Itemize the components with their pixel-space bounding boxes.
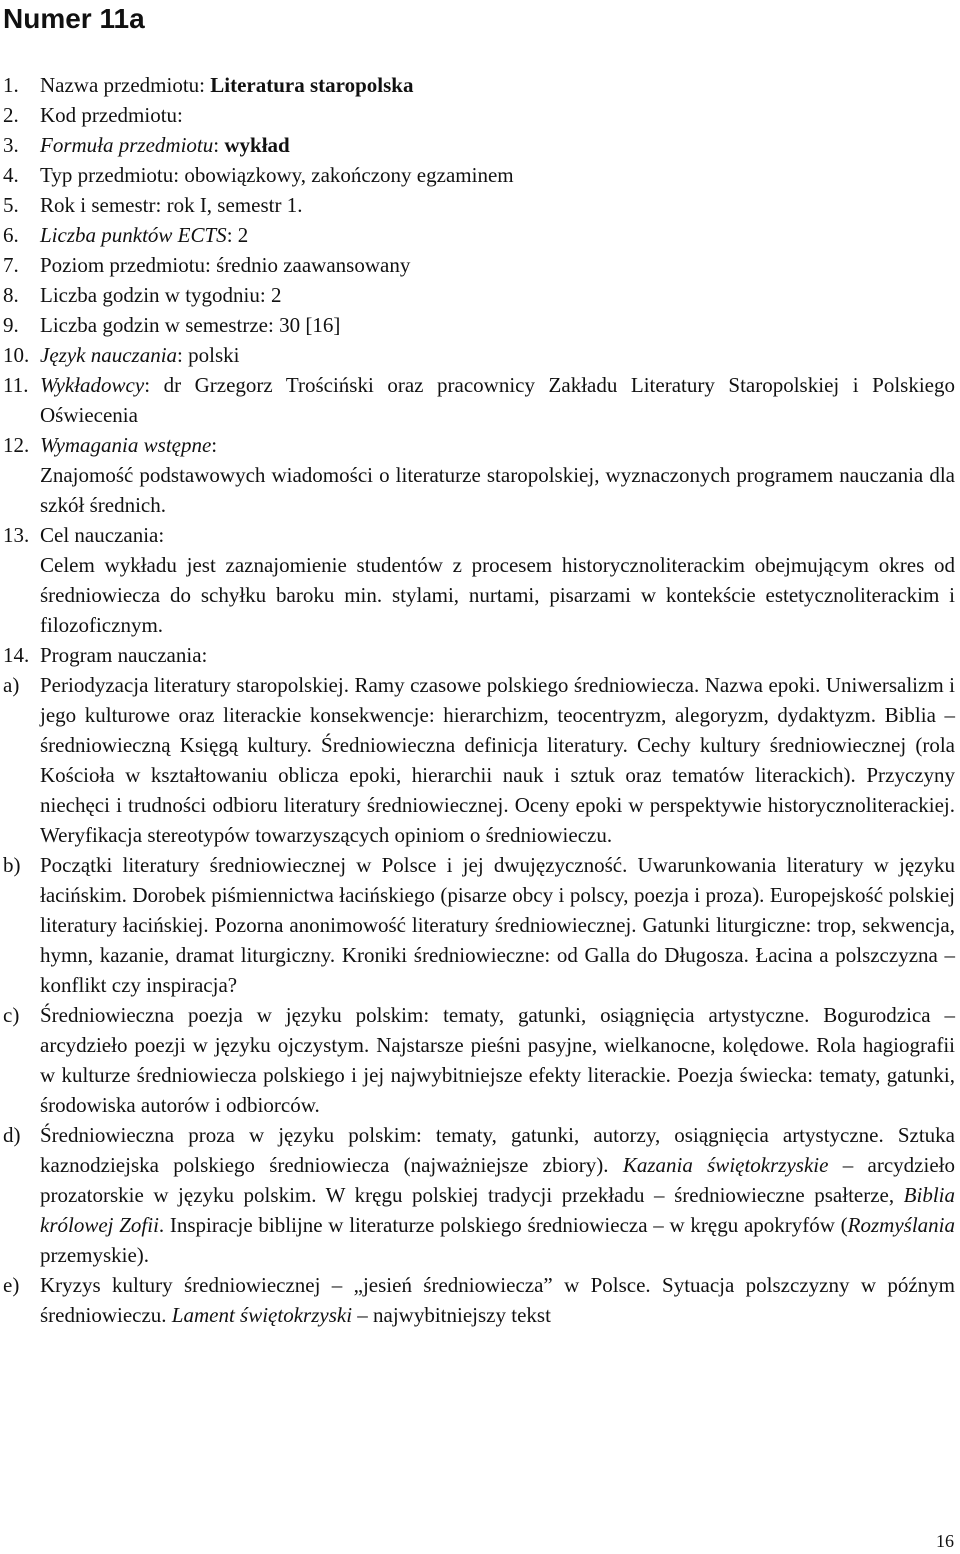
list-item bbox=[0, 130, 960, 160]
list-item bbox=[0, 190, 960, 220]
program-item bbox=[0, 850, 960, 1000]
item-text bbox=[40, 370, 955, 430]
text-run: Poziom przedmiotu: średnio zaawansowany bbox=[40, 253, 411, 277]
item-number: 13. bbox=[3, 523, 30, 547]
program-item bbox=[0, 1120, 960, 1270]
item-number: 10. bbox=[3, 343, 30, 367]
item-number: 12. bbox=[3, 433, 30, 457]
text-run: – arcydzieło prozatorskie w języku polskim. W kręgu polskiej tradycji przekładu – średniowieczne psałterze, bbox=[40, 1153, 955, 1207]
text-run: Formuła przedmiotu bbox=[40, 133, 214, 157]
item-number: 1. bbox=[3, 73, 19, 97]
text-run: Liczba godzin w tygodniu: 2 bbox=[40, 283, 282, 307]
list-item bbox=[0, 250, 960, 280]
list-item bbox=[0, 640, 960, 670]
item-body: Celem wykładu jest zaznajomienie studentów z procesem historycznoliterackim obejmującym okres od średniowiecza do schyłku baroku min. stylami, nurtami, pisarzami w kontekście estetycznoliterackim i filozoficznym. bbox=[40, 553, 955, 637]
text-run: Kazania świętokrzyskie bbox=[622, 1153, 829, 1177]
text-run: Wykładowcy bbox=[40, 373, 145, 397]
text-run: : dr Grzegorz Trościński oraz pracownicy Zakładu Literatury Staropolskiej i Polskiego Oświecenia bbox=[40, 373, 955, 427]
text-run: Wymagania wstępne bbox=[40, 433, 212, 457]
program-item-letter: b) bbox=[3, 853, 21, 877]
item-text bbox=[40, 250, 955, 280]
text-run: Średniowieczna proza w języku polskim: tematy, gatunki, autorzy, osiągnięcia artystyczne. Sztuka kaznodziejska polskiego średniowiecza (najważniejsze zbiory). bbox=[40, 1123, 955, 1177]
item-text bbox=[40, 220, 955, 250]
text-run: Periodyzacja literatury staropolskiej. Ramy czasowe polskiego średniowiecza. Nazwa epoki. Uniwersalizm i jego kulturowe oraz literackie konsekwencje: hierarchizm, teocentryzm, alegoryzm, dydaktyzm. Biblia – średniowieczną Księgą kultury. Średniowieczna definicja literatury. Cechy kultury średniowiecznej (rola Kościoła w kształtowaniu oblicza epoki, hierarchii nauk i sztuk oraz tematów literackich). Przyczyny niechęci i trudności odbioru literatury średniowiecznej. Oceny epoki w perspektywie historycznoliterackiej. Weryfikacja stereotypów towarzyszących opiniom o średniowieczu. bbox=[40, 673, 955, 847]
list-item bbox=[0, 160, 960, 190]
text-run: Początki literatury średniowiecznej w Polsce i jej dwujęzyczność. Uwarunkowania literatury w języku łacińskim. Dorobek piśmiennictwa łacińskiego (pisarze obcy i polscy, poezja i proza). Europejskość polskiej literatury łacińskiej. Pozorna anonimowość literatury średniowiecznej. Gatunki liturgiczne: trop, sekwencja, hymn, kazanie, dramat liturgiczny. Kroniki średniowieczne: od Galla do Długosza. Łacina a polszczyzna – konflikt czy inspiracja? bbox=[40, 853, 955, 997]
list-item bbox=[0, 70, 960, 100]
list-item bbox=[0, 100, 960, 130]
course-info-list bbox=[0, 70, 960, 1330]
program-item-letter: a) bbox=[3, 673, 20, 697]
item-text bbox=[40, 190, 955, 220]
text-run: Kod przedmiotu: bbox=[40, 103, 183, 127]
text-run: : bbox=[213, 133, 225, 157]
text-run: : 2 bbox=[226, 223, 249, 247]
text-run: – najwybitniejszy tekst bbox=[352, 1303, 551, 1327]
program-item-letter: e) bbox=[3, 1273, 20, 1297]
item-text bbox=[40, 640, 955, 670]
item-text bbox=[40, 430, 955, 460]
item-number: 14. bbox=[3, 643, 30, 667]
text-run: Lament świętokrzyski bbox=[171, 1303, 353, 1327]
program-item-letter: c) bbox=[3, 1003, 20, 1027]
item-text bbox=[40, 340, 955, 370]
text-run: Cel nauczania: bbox=[40, 523, 165, 547]
program-item bbox=[0, 670, 960, 850]
item-number: 6. bbox=[3, 223, 19, 247]
list-item bbox=[0, 310, 960, 340]
program-item bbox=[0, 1270, 960, 1330]
program-item bbox=[0, 1000, 960, 1120]
program-item-text bbox=[40, 1000, 955, 1120]
page-title: Numer 11a bbox=[3, 3, 145, 34]
item-text bbox=[40, 130, 955, 160]
text-run: Nazwa przedmiotu: bbox=[40, 73, 211, 97]
list-item bbox=[0, 520, 960, 640]
item-number: 5. bbox=[3, 193, 19, 217]
item-number: 8. bbox=[3, 283, 19, 307]
item-number: 9. bbox=[3, 313, 19, 337]
text-run: . Inspiracje biblijne w literaturze polskiego średniowiecza – w kręgu apokryfów ( bbox=[158, 1213, 848, 1237]
item-body: Znajomość podstawowych wiadomości o literaturze staropolskiej, wyznaczonych programem nauczania dla szkół średnich. bbox=[40, 463, 955, 517]
item-number: 11. bbox=[3, 373, 29, 397]
item-text bbox=[40, 70, 955, 100]
list-item bbox=[0, 220, 960, 250]
text-run: Program nauczania: bbox=[40, 643, 208, 667]
item-number: 7. bbox=[3, 253, 19, 277]
text-run: wykład bbox=[224, 133, 290, 157]
list-item bbox=[0, 370, 960, 430]
item-number: 2. bbox=[3, 103, 19, 127]
program-item-letter: d) bbox=[3, 1123, 21, 1147]
text-run: Rozmyślania bbox=[847, 1213, 955, 1237]
text-run: Język nauczania bbox=[40, 343, 178, 367]
program-item-text bbox=[40, 1270, 955, 1330]
list-item bbox=[0, 340, 960, 370]
list-item bbox=[0, 430, 960, 520]
item-number: 3. bbox=[3, 133, 19, 157]
item-text bbox=[40, 100, 955, 130]
text-run: Liczba godzin w semestrze: 30 [16] bbox=[40, 313, 341, 337]
text-run: Biblia królowej Zofii bbox=[40, 1183, 955, 1237]
page-number: 16 bbox=[936, 1531, 954, 1551]
program-item-text bbox=[40, 670, 955, 850]
item-text bbox=[40, 520, 955, 550]
text-run: : bbox=[211, 433, 218, 457]
text-run: Średniowieczna poezja w języku polskim: tematy, gatunki, osiągnięcia artystyczne. Bogurodzica – arcydzieło poezji w języku ojczystym. Najstarsze pieśni pasyjne, wielkanocne, kolędowe. Rola hagiografii w kulturze średniowiecza polskiego i jej najwybitniejsze efekty literackie. Poezja świecka: tematy, gatunki, środowiska autorów i odbiorców. bbox=[40, 1003, 955, 1117]
item-number: 4. bbox=[3, 163, 19, 187]
list-item bbox=[0, 280, 960, 310]
item-text bbox=[40, 160, 955, 190]
text-run: Rok i semestr: rok I, semestr 1. bbox=[40, 193, 303, 217]
text-run: Literatura staropolska bbox=[210, 73, 414, 97]
item-text bbox=[40, 310, 955, 340]
item-text bbox=[40, 280, 955, 310]
program-item-text bbox=[40, 850, 955, 1000]
text-run: : polski bbox=[177, 343, 240, 367]
text-run: przemyskie). bbox=[40, 1243, 150, 1267]
text-run: Liczba punktów ECTS bbox=[40, 223, 227, 247]
program-item-text bbox=[40, 1120, 955, 1270]
text-run: Kryzys kultury średniowiecznej – „jesień średniowiecza” w Polsce. Sytuacja polszczyzny w późnym średniowieczu. bbox=[40, 1273, 955, 1327]
text-run: Typ przedmiotu: obowiązkowy, zakończony egzaminem bbox=[40, 163, 514, 187]
